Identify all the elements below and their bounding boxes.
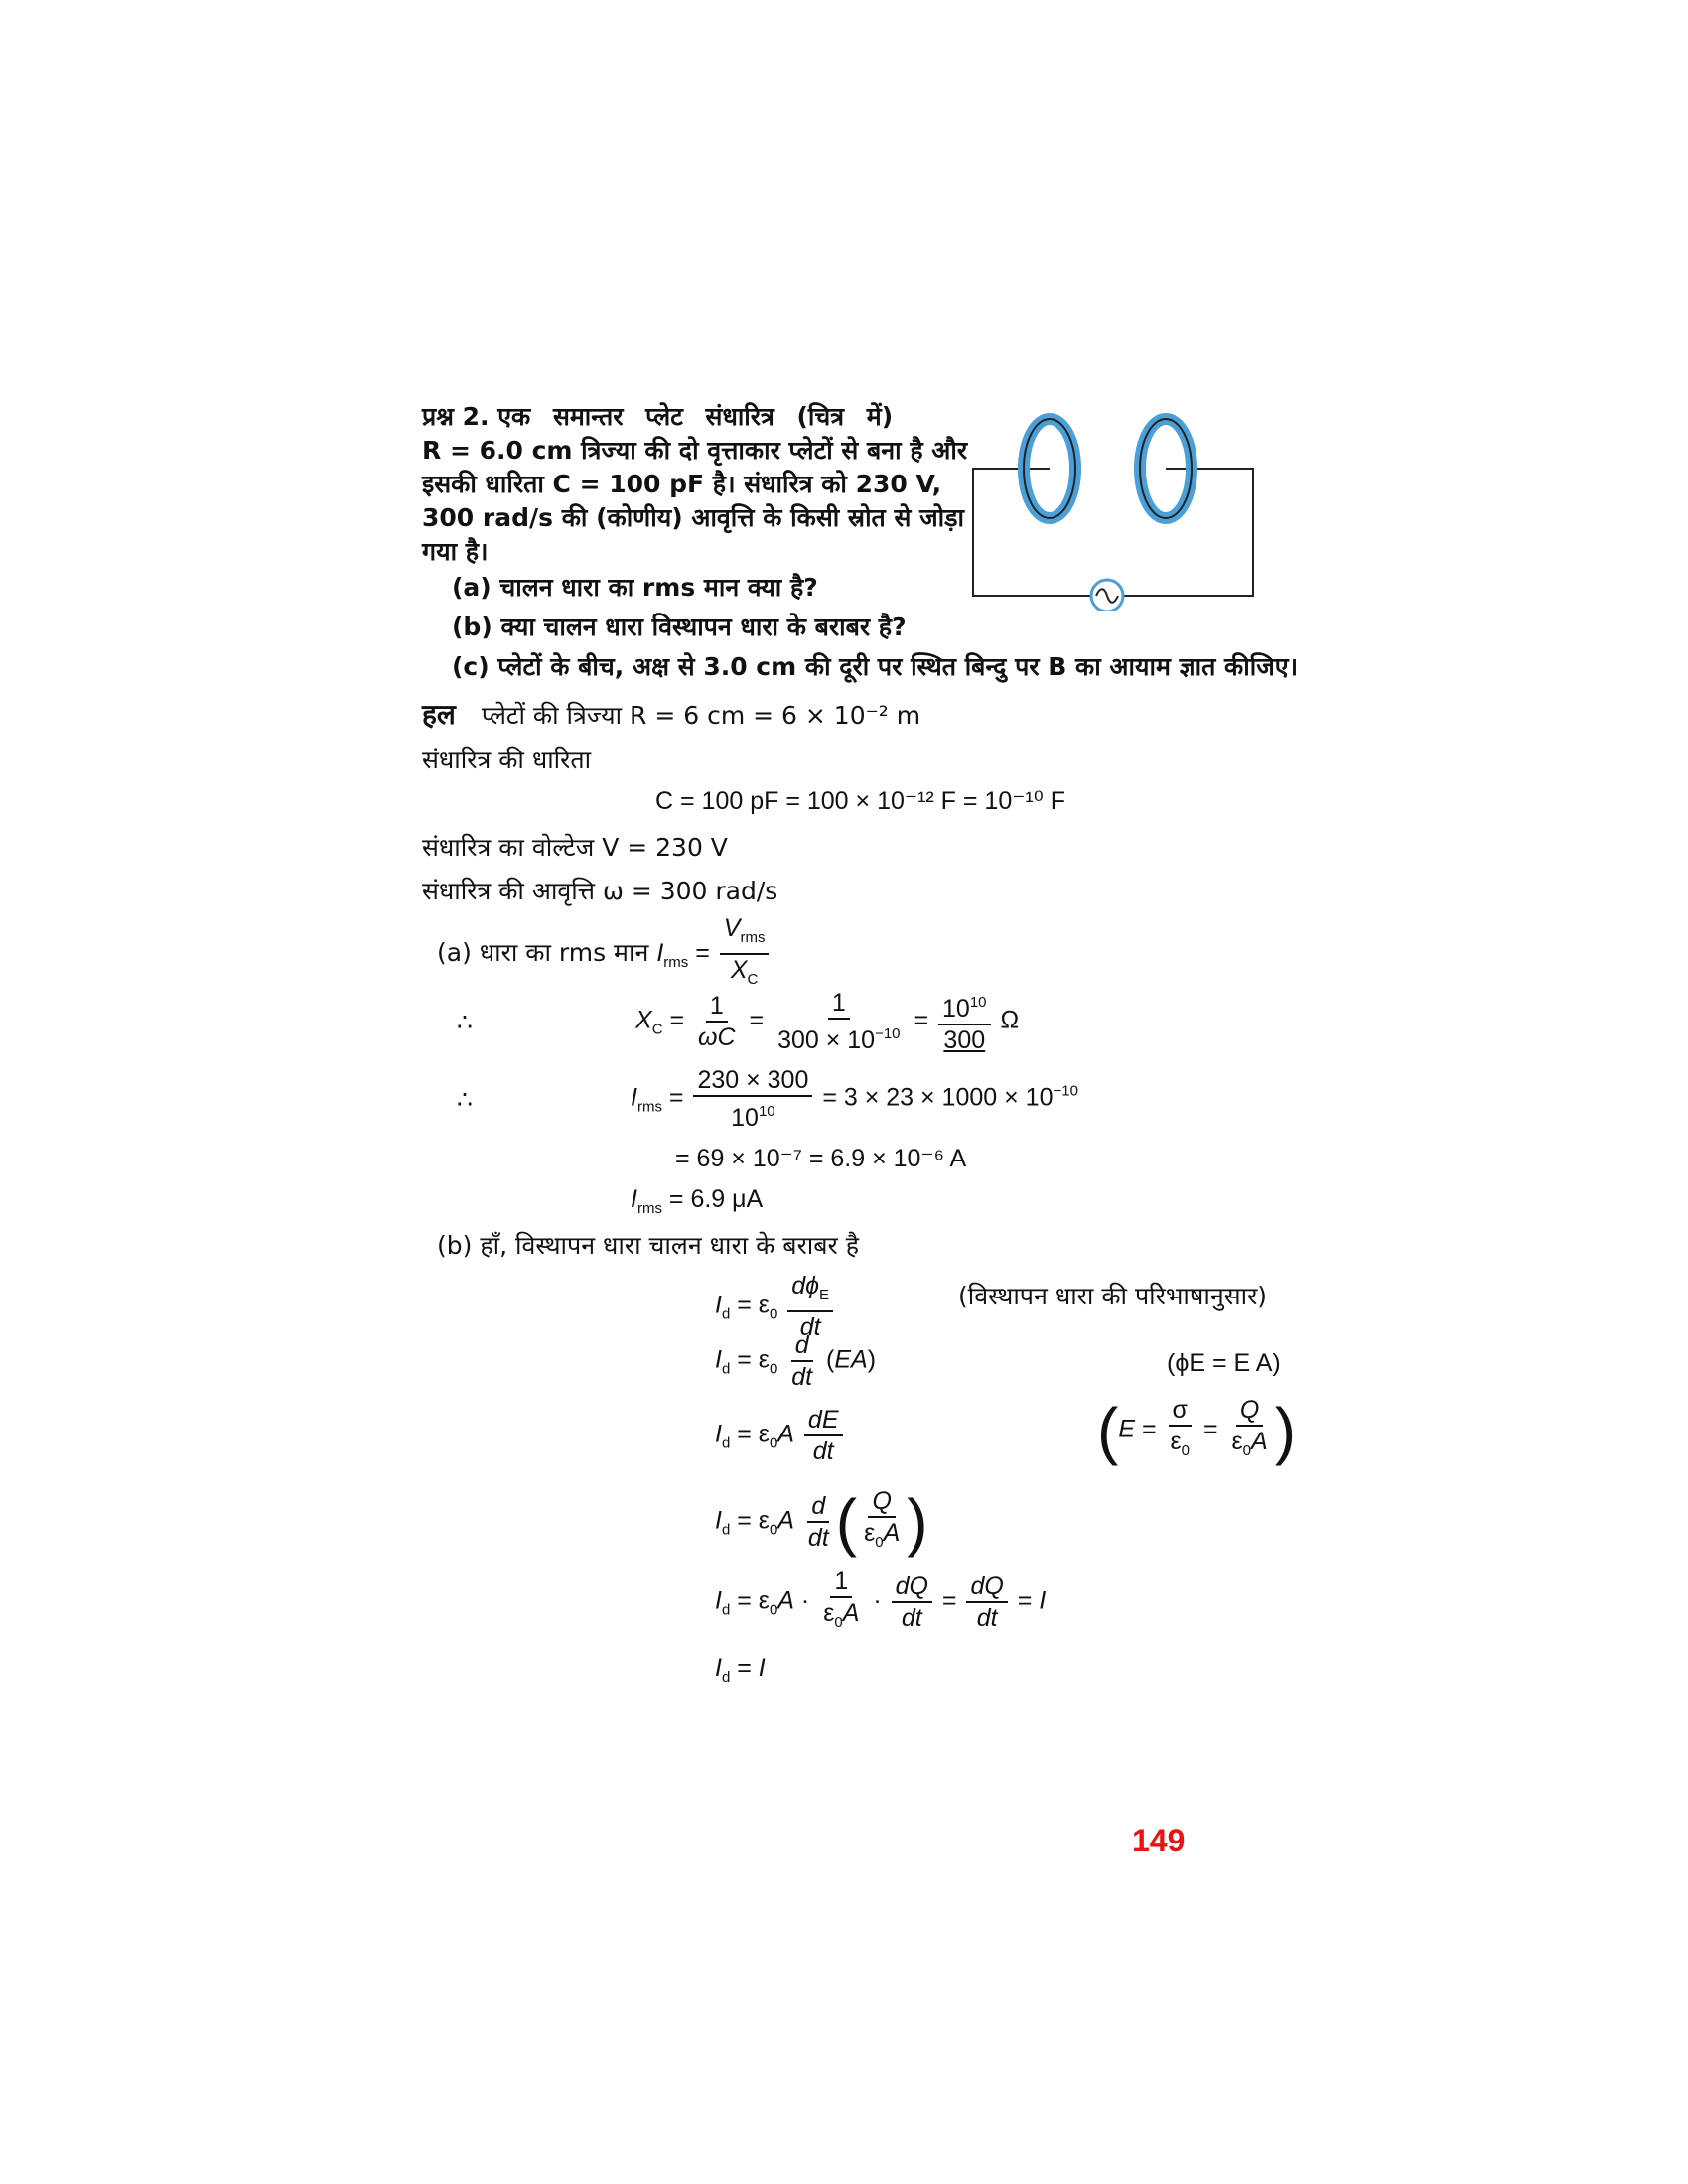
radius-text: प्लेटों की त्रिज्या R = 6 cm = 6 × 10⁻² m [481,701,921,730]
solution-radius-line [422,695,920,733]
capacitance-equation: C = 100 pF = 100 × 10⁻¹² F = 10⁻¹⁰ F [655,787,1066,815]
displacement-eq-2: $I_d = \varepsilon_0$ $\frac{d}{dt}$ (EA) [715,1331,877,1391]
question-part-b: (b) क्या चालन धारा विस्थापन धारा के बराबर है? [452,613,907,641]
question-line-2: R = 6.0 cm त्रिज्या की दो वृत्ताकार प्लेटों से बना है और [422,436,968,465]
irms-final-value: = 6.9 μA [668,1185,764,1213]
question-part-c: (c) प्लेटों के बीच, अक्ष से 3.0 cm की दूरी पर स्थित बिन्दु पर B का आयाम ज्ञात कीजिए। [452,652,1299,681]
question-part-a: (a) चालन धारा का rms मान क्या है? [452,573,818,602]
displacement-eq-6: $I_d = I$ [715,1654,766,1686]
part-a-formula: (a) धारा का rms मान $I_{rms}$ = $\frac{V_{rms}}{X_C}$ [437,913,772,995]
frequency-line: संधारित्र की आवृत्ति ω = 300 rad/s [422,877,778,905]
question-label: प्रश्न 2. [422,402,490,431]
note-definition: (विस्थापन धारा की परिभाषानुसार) [958,1282,1268,1310]
reactance-equation: $X_C$ = $\frac{1}{\omega C}$ = $\frac{1}{300 \times 10^{-10}}$ = $\frac{10^{10}}{300}$ Ω [635,989,1020,1054]
note-field: (E = $\frac{\sigma}{\varepsilon_0}$ = $\frac{Q}{\varepsilon_0A}$ ) [1097,1395,1296,1466]
displacement-eq-5: $I_d = \varepsilon_0A$ · $\frac{1}{\varepsilon_0A}$ · $\frac{dQ}{dt}$ = $\frac{dQ}{dt}$ = I [715,1568,1047,1632]
question-text-1: एक समान्तर प्लेट संधारित्र (चित्र में) [497,402,894,431]
question-line-1 [422,400,893,434]
capacitor-circuit-diagram [963,412,1261,611]
page-number: 149 [1132,1823,1186,1858]
part-a-intro: (a) धारा का rms मान [437,938,649,967]
solution-label: हल [422,698,456,731]
note-flux: (ϕE = E A) [1167,1349,1281,1377]
irms-result-1: = 69 × 10⁻⁷ = 6.9 × 10⁻⁶ A [675,1145,967,1172]
voltage-line: संधारित्र का वोल्टेज V = 230 V [422,833,728,862]
displacement-eq-4: $I_d = \varepsilon_0A$ $\frac{d}{dt}$ ( $\frac{Q}{\varepsilon_0A}$ ) [715,1486,928,1558]
question-line-4: 300 rad/s की (कोणीय) आवृत्ति के किसी स्रोत से जोड़ा [422,503,964,532]
question-line-5: गया है। [422,537,489,566]
irms-calculation: $I_{rms}$ = $\frac{230 \times 300}{10^{10}}$ = $3 \times 23 \times 1000 \times 10^{-10}$ [631,1066,1078,1132]
capacitance-heading: संधारित्र की धारिता [422,746,592,774]
displacement-eq-1: $I_d = \varepsilon_0$ $\frac{d\phi_E}{dt}$ [715,1271,836,1342]
displacement-eq-3: $I_d = \varepsilon_0A$ $\frac{dE}{dt}$ [715,1405,846,1466]
part-b-intro: (b) हाँ, विस्थापन धारा चालन धारा के बराबर है [437,1231,859,1260]
therefore-symbol-1: ∴ [457,1009,473,1036]
circuit-wire [973,469,1253,596]
irms-fraction: $\frac{V_{rms}}{X_C}$ [720,913,770,995]
question-line-3: इसकी धारिता C = 100 pF है। संधारित्र को 230 V, [422,470,942,498]
irms-result-2: $I_{rms} = 6.9$ μA [631,1185,764,1217]
therefore-symbol-2: ∴ [457,1086,473,1114]
ac-source-icon [1091,580,1123,611]
